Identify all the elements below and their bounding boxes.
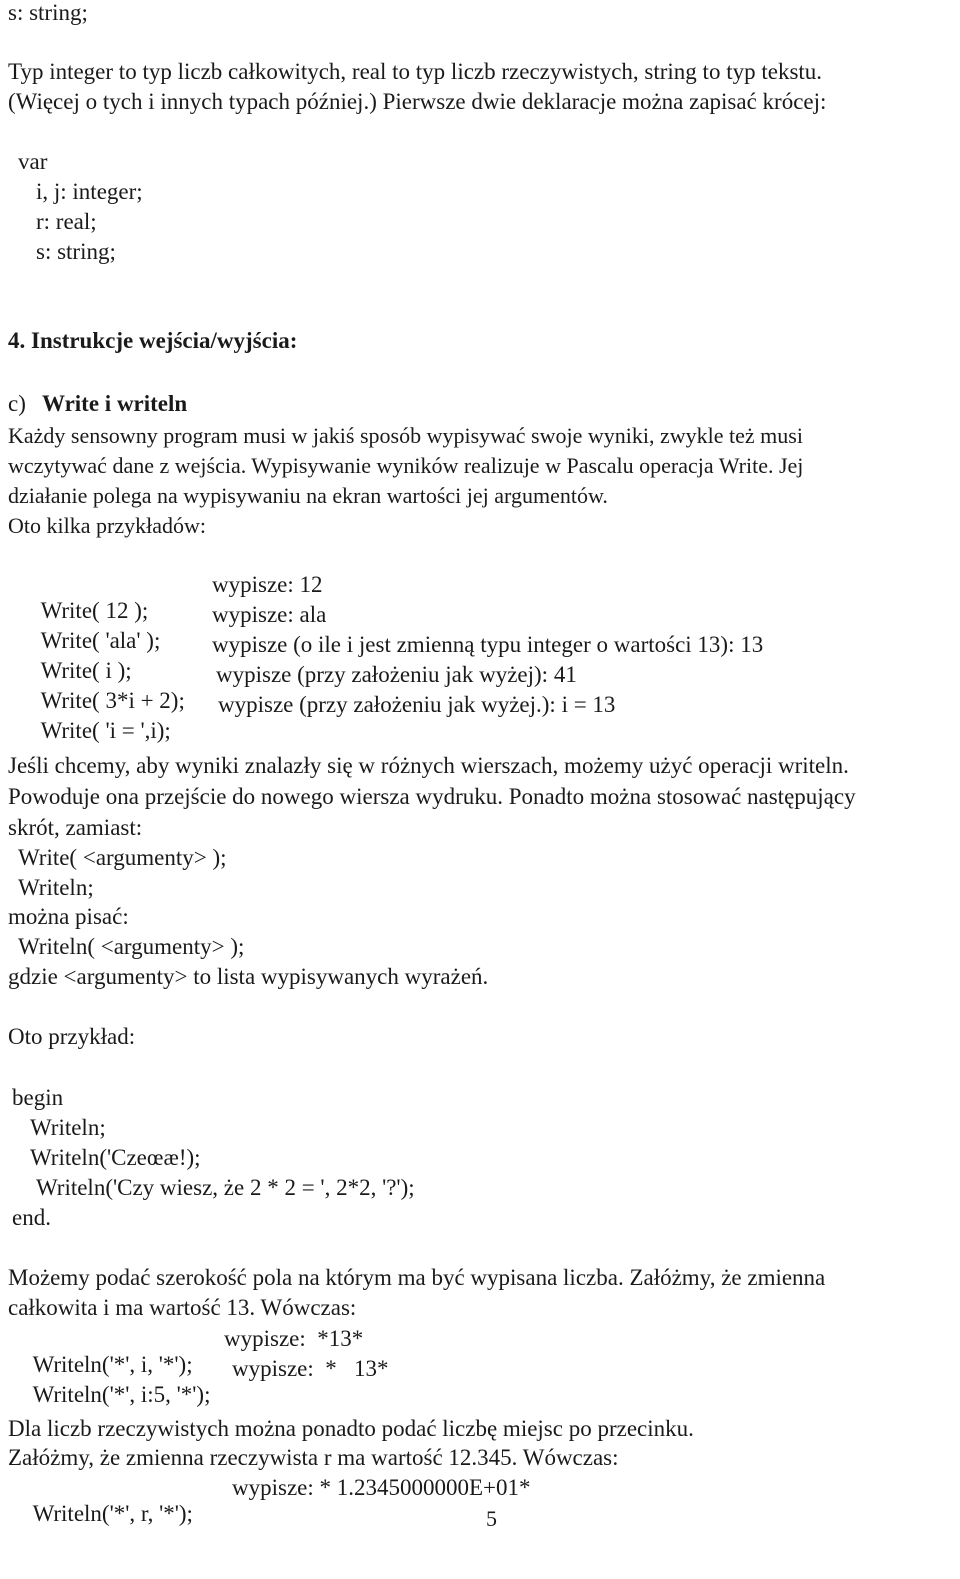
paragraph-line: działanie polega na wypisywaniu na ekran wartości jej argumentów. xyxy=(8,483,608,508)
code-line: s: string; xyxy=(8,0,88,25)
paragraph-line: Każdy sensowny program musi w jakiś sposób wypisywać swoje wyniki, zwykle też musi xyxy=(8,423,803,448)
paragraph-line: Jeśli chcemy, aby wyniki znalazły się w różnych wierszach, możemy użyć operacji writeln. xyxy=(8,753,849,778)
paragraph-line: można pisać: xyxy=(8,904,129,929)
example-result: wypisze: * 1.2345000000E+01* xyxy=(232,1475,531,1500)
paragraph-line: Załóżmy, że zmienna rzeczywista r ma wartość 12.345. Wówczas: xyxy=(8,1445,619,1470)
subsection-title: Write i writeln xyxy=(42,391,188,416)
paragraph-line: Oto kilka przykładów: xyxy=(8,513,206,538)
paragraph-line: Dla liczb rzeczywistych można ponadto podać liczbę miejsc po przecinku. xyxy=(8,1416,694,1441)
example-code: Write( 12 ); xyxy=(40,598,149,623)
example-code: Writeln('*', r, '*'); xyxy=(32,1501,193,1526)
example-result: wypisze: 12 xyxy=(212,572,323,597)
example-code: Writeln('*', i:5, '*'); xyxy=(32,1382,211,1407)
paragraph-line: gdzie <argumenty> to lista wypisywanych wyrażeń. xyxy=(8,964,489,989)
example-code: Write( i ); xyxy=(40,658,132,683)
section-title: 4. Instrukcje wejścia/wyjścia: xyxy=(8,328,298,353)
example-row xyxy=(10,1475,930,1579)
paragraph-line: Typ integer to typ liczb całkowitych, real to typ liczb rzeczywistych, string to typ tekstu. xyxy=(8,59,823,84)
code-line: Writeln; xyxy=(18,875,94,900)
example-result: wypisze (o ile i jest zmienną typu integer o wartości 13): 13 xyxy=(212,632,764,657)
paragraph-line: Powoduje ona przejście do nowego wiersza wydruku. Ponadto można stosować następujący xyxy=(8,784,856,809)
code-line: s: string; xyxy=(36,239,116,264)
code-line: Write( <argumenty> ); xyxy=(18,845,227,870)
example-row xyxy=(18,692,938,796)
code-line: Writeln('Czy wiesz, że 2 * 2 = ', 2*2, '?'); xyxy=(36,1175,415,1200)
example-code: Writeln('*', i, '*'); xyxy=(32,1352,193,1377)
code-line: i, j: integer; xyxy=(36,179,143,204)
paragraph-line: całkowita i ma wartość 13. Wówczas: xyxy=(8,1295,357,1320)
example-code: Write( 'i = ',i); xyxy=(40,718,171,743)
example-code: Write( 3*i + 2); xyxy=(40,688,185,713)
code-line: end. xyxy=(12,1205,51,1230)
paragraph-line: skrót, zamiast: xyxy=(8,815,143,840)
subsection-prefix: c) xyxy=(8,391,26,416)
paragraph-line: (Więcej o tych i innych typach później.) Pierwsze dwie deklaracje można zapisać krócej: xyxy=(8,89,827,114)
code-line: r: real; xyxy=(36,209,97,234)
page-number: 5 xyxy=(486,1506,497,1531)
example-result: wypisze (przy założeniu jak wyżej.): i = 13 xyxy=(218,692,616,717)
code-line: Writeln; xyxy=(30,1115,106,1140)
paragraph-line: wczytywać dane z wejścia. Wypisywanie wyników realizuje w Pascalu operacja Write. Jej xyxy=(8,453,804,478)
code-line: begin xyxy=(12,1085,64,1110)
example-result: wypisze: ala xyxy=(212,602,327,627)
paragraph-line: Oto przykład: xyxy=(8,1024,136,1049)
code-line: Writeln( <argumenty> ); xyxy=(18,934,245,959)
paragraph-line: Możemy podać szerokość pola na którym ma być wypisana liczba. Załóżmy, że zmienna xyxy=(8,1265,826,1290)
code-line: var xyxy=(18,149,48,174)
code-line: Writeln('Czeœæ!); xyxy=(30,1145,201,1170)
example-result: wypisze (przy założeniu jak wyżej): 41 xyxy=(216,662,577,687)
example-result: wypisze: * 13* xyxy=(232,1356,389,1381)
example-result: wypisze: *13* xyxy=(224,1326,364,1351)
example-code: Write( 'ala' ); xyxy=(40,628,161,653)
